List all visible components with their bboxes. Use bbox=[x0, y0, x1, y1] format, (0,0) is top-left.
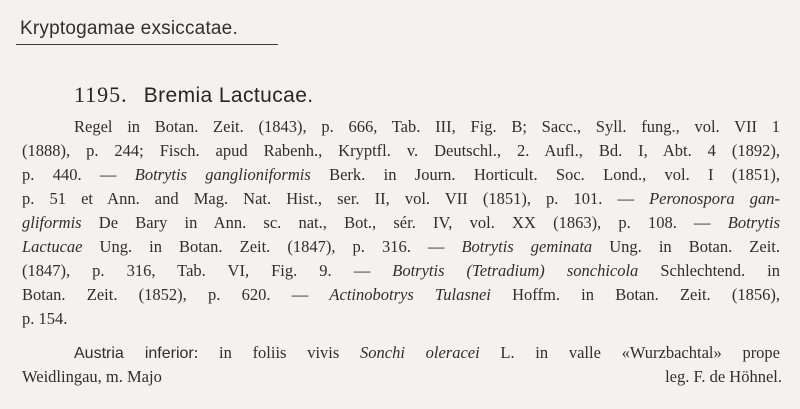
header-underline bbox=[16, 44, 278, 45]
citation-line bbox=[22, 309, 67, 329]
citation-text-segment: De Bary in Ann. sc. nat., Bot., sér. IV, vol. XX (1863), p. 108. — bbox=[81, 213, 728, 232]
citation-text-segment: Ung. in Botan. Zeit. bbox=[592, 237, 780, 256]
locality-text-segment: : in foliis vivis bbox=[193, 343, 360, 362]
synonym-name: Actinobotrys Tulasnei bbox=[329, 285, 491, 304]
citation-line bbox=[22, 189, 780, 209]
page-header-title: Kryptogamae exsiccatae. bbox=[20, 18, 238, 39]
region-label: Austria inferior bbox=[74, 345, 194, 362]
locality-line bbox=[74, 343, 780, 363]
synonym-name: Peronospora gan- bbox=[649, 189, 780, 208]
citation-line bbox=[22, 213, 780, 233]
citation-line bbox=[22, 141, 780, 161]
citation-text-segment: Berk. in Journ. Horticult. Soc. Lond., vol. I (1851), bbox=[310, 165, 780, 184]
collector-credit: leg. F. de Höhnel. bbox=[665, 367, 782, 386]
citation-text-segment: Hoffm. in Botan. Zeit. (1856), bbox=[490, 285, 780, 304]
citation-text-segment: Botan. Zeit. (1852), p. 620. — bbox=[22, 285, 330, 304]
citation-text-segment: Schlechtend. in bbox=[638, 261, 780, 280]
synonym-name: Botrytis geminata bbox=[461, 237, 593, 256]
citation-line bbox=[74, 117, 780, 137]
citation-text-segment: Ung. in Botan. Zeit. (1847), p. 316. — bbox=[82, 237, 462, 256]
entry-title bbox=[74, 82, 314, 108]
citation-text-segment: p. 154. bbox=[22, 309, 68, 328]
host-plant-name: Sonchi oleracei bbox=[360, 343, 480, 362]
locality-text-segment: L. in valle «Wurzbachtal» prope bbox=[479, 343, 780, 362]
locality-text-segment: Weidlingau, m. Majo bbox=[22, 367, 162, 386]
citation-text-segment: (1888), p. 244; Fisch. apud Rabenh., Kryptfl. v. Deutschl., 2. Aufl., Bd. I, Abt. 4 (1892), bbox=[22, 141, 780, 160]
synonym-name: Botrytis ganglioniformis bbox=[134, 165, 311, 184]
citation-text-segment: Regel in Botan. Zeit. (1843), p. 666, Tab. III, Fig. B; Sacc., Syll. fung., vol. VII 1 bbox=[74, 117, 780, 136]
synonym-name: Lactucae bbox=[22, 237, 83, 256]
citation-line bbox=[22, 261, 780, 281]
locality-line bbox=[22, 367, 782, 387]
entry-species-name: Bremia Lactucae. bbox=[143, 84, 314, 107]
synonym-name: Botrytis bbox=[727, 213, 780, 232]
synonym-name: gliformis bbox=[22, 213, 82, 232]
citation-text-segment: (1847), p. 316, Tab. VI, Fig. 9. — bbox=[22, 261, 393, 280]
entry-number: 1195. bbox=[74, 82, 128, 107]
synonym-name: Botrytis (Tetradium) sonchicola bbox=[392, 261, 639, 280]
citation-text-segment: p. 51 et Ann. and Mag. Nat. Hist., ser. II, vol. VII (1851), p. 101. — bbox=[22, 189, 650, 208]
citation-text-segment: p. 440. — bbox=[22, 165, 135, 184]
citation-line bbox=[22, 237, 780, 257]
citation-line bbox=[22, 165, 780, 185]
citation-line bbox=[22, 285, 780, 305]
